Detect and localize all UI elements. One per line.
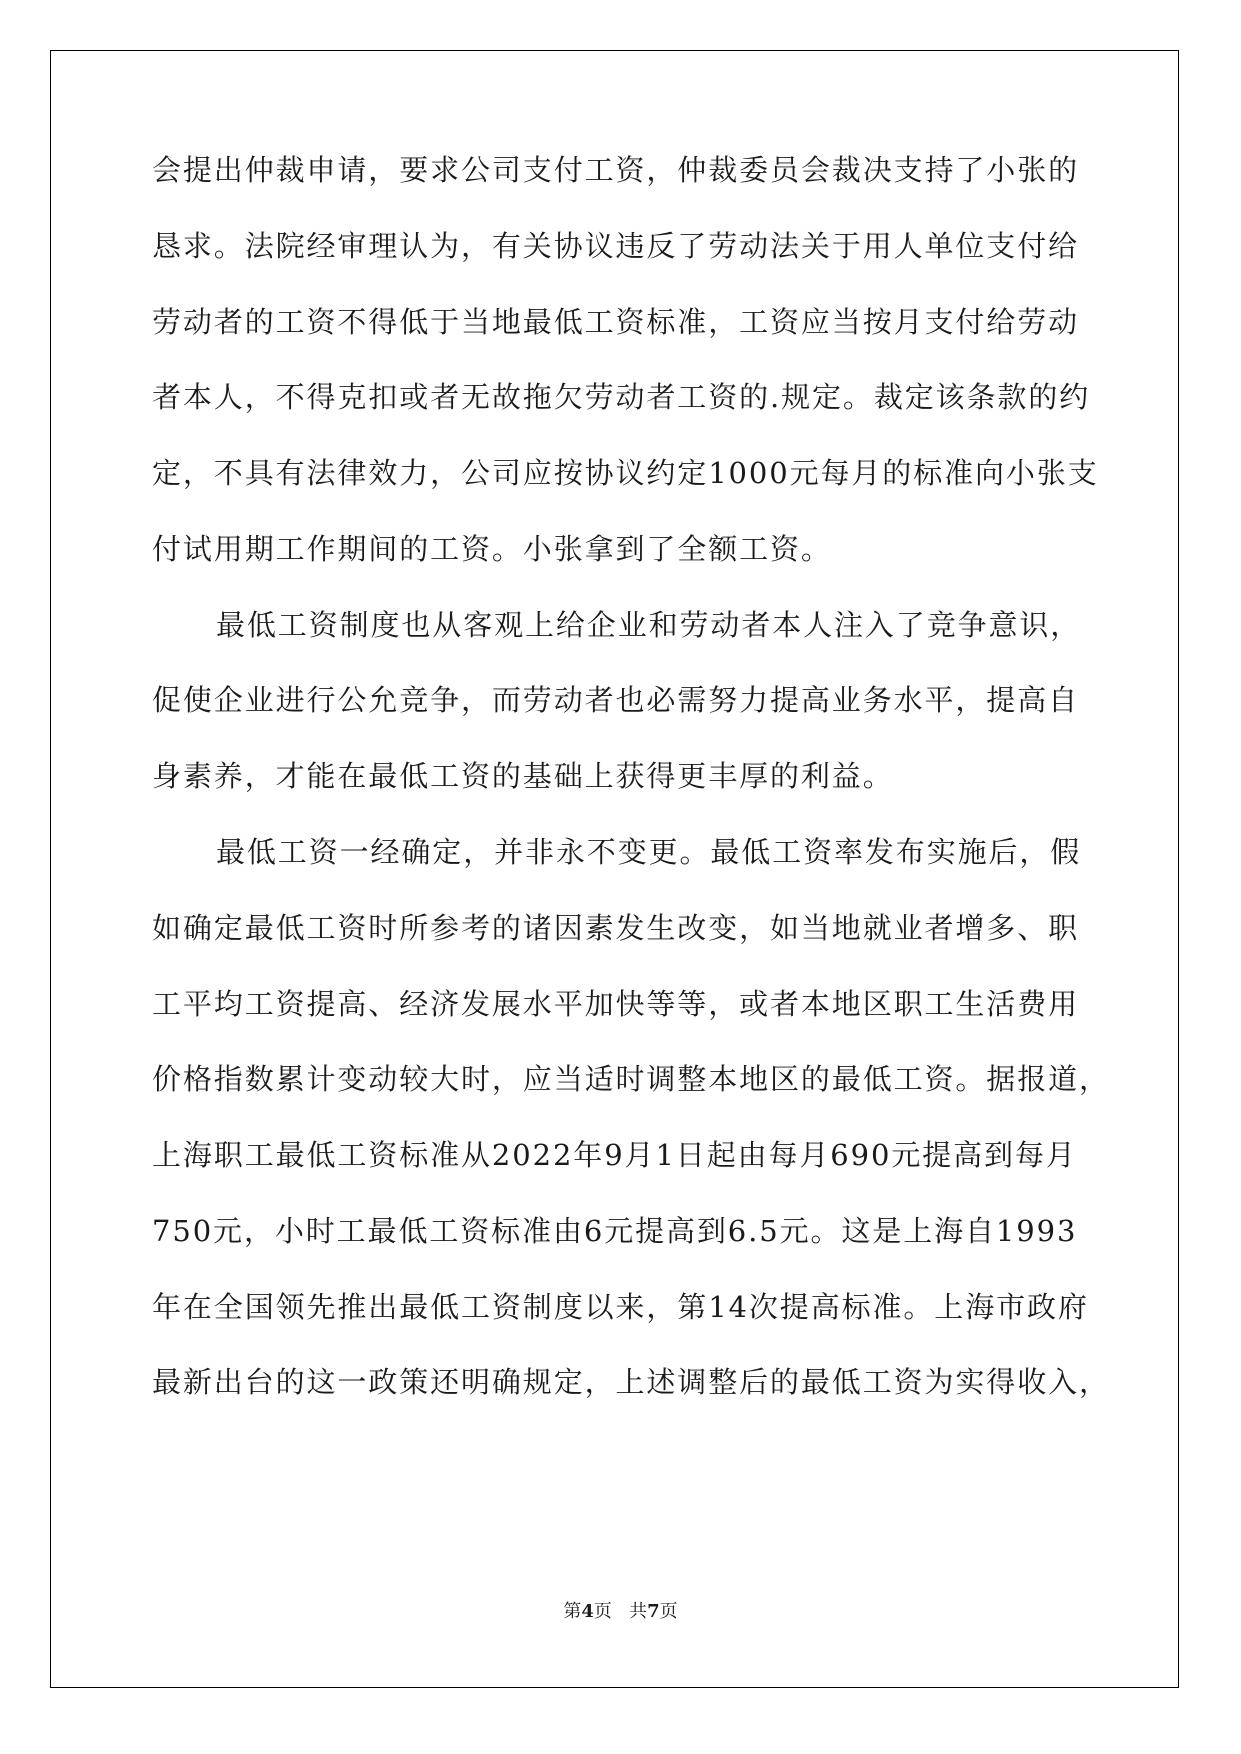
paragraph-line: 定，不具有法律效力，公司应按协议约定1000元每月的标准向小张支 xyxy=(152,456,1099,490)
paragraph-line: 者本人，不得克扣或者无故拖欠劳动者工资的.规定。裁定该条款的约 xyxy=(152,380,1091,414)
paragraph-line: 劳动者的工资不得低于当地最低工资标准，工资应当按月支付给劳动 xyxy=(152,305,1080,339)
paragraph-line: 如确定最低工资时所参考的诸因素发生改变，如当地就业者增多、职 xyxy=(152,911,1080,945)
paragraph-line: 最低工资制度也从客观上给企业和劳动者本人注入了竞争意识， xyxy=(216,608,1082,642)
paragraph-line: 年在全国领先推出最低工资制度以来，第14次提高标准。上海市政府 xyxy=(152,1290,1089,1324)
paragraph-line: 工平均工资提高、经济发展水平加快等等，或者本地区职工生活费用 xyxy=(152,987,1080,1021)
page-number: 4 xyxy=(581,1601,594,1622)
total-suffix: 页 xyxy=(659,1601,678,1622)
total-pages: 7 xyxy=(647,1601,660,1622)
page-footer xyxy=(0,1600,1241,1624)
paragraph-line: 750元，小时工最低工资标准由6元提高到6.5元。这是上海自1993 xyxy=(152,1214,1078,1248)
page-suffix: 页 xyxy=(593,1601,612,1622)
paragraph-line: 付试用期工作期间的工资。小张拿到了全额工资。 xyxy=(152,532,832,566)
paragraph-line: 身素养，才能在最低工资的基础上获得更丰厚的利益。 xyxy=(152,759,894,793)
paragraph-line: 最新出台的这一政策还明确规定，上述调整后的最低工资为实得收入， xyxy=(152,1365,1110,1399)
paragraph-line: 最低工资一经确定，并非永不变更。最低工资率发布实施后，假 xyxy=(216,835,1082,869)
paragraph-line: 恳求。法院经审理认为，有关协议违反了劳动法关于用人单位支付给 xyxy=(152,229,1080,263)
total-prefix: 共 xyxy=(629,1601,648,1622)
paragraph-line: 会提出仲裁申请，要求公司支付工资，仲裁委员会裁决支持了小张的 xyxy=(152,153,1080,187)
paragraph-line: 上海职工最低工资标准从2022年9月1日起由每月690元提高到每月 xyxy=(152,1138,1077,1172)
paragraph-line: 价格指数累计变动较大时，应当适时调整本地区的最低工资。据报道， xyxy=(152,1062,1110,1096)
page-prefix: 第 xyxy=(563,1601,582,1622)
paragraph-line: 促使企业进行公允竞争，而劳动者也必需努力提高业务水平，提高自 xyxy=(152,683,1080,717)
